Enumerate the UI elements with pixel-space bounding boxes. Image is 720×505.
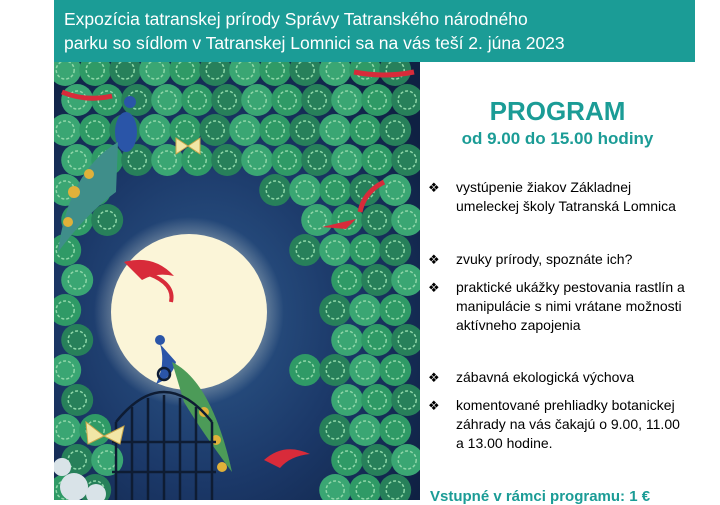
header-line-1: Expozícia tatranskej prírody Správy Tatranského národného xyxy=(64,9,528,29)
program-panel xyxy=(420,62,720,505)
program-item xyxy=(428,368,690,396)
entry-fee: Vstupné v rámci programu: 1 € xyxy=(430,488,651,505)
program-item-text: vystúpenie žiakov Základnej umeleckej školy Tatranská Lomnica xyxy=(456,179,676,214)
diamond-bullet-icon: ❖ xyxy=(428,180,440,195)
program-list xyxy=(428,178,690,453)
program-item-text: zábavná ekologická výchova xyxy=(456,369,635,385)
poster-illustration xyxy=(54,62,420,500)
program-item-text: zvuky prírody, spoznáte ich? xyxy=(456,251,633,267)
program-item-text: praktické ukážky pestovania rastlín a manipulácie s nimi vrátane možnosti aktívneho zapojenia xyxy=(456,279,685,333)
program-item xyxy=(428,250,690,278)
program-item-text: komentované prehliadky botanickej záhrady na vás čakajú o 9.00, 11.00 a 13.00 hodine. xyxy=(456,397,680,451)
diamond-bullet-icon: ❖ xyxy=(428,280,440,295)
header-line-2: parku so sídlom v Tatranskej Lomnici sa na vás teší 2. júna 2023 xyxy=(64,33,565,53)
diamond-bullet-icon: ❖ xyxy=(428,370,440,385)
program-item xyxy=(428,178,690,250)
diamond-bullet-icon: ❖ xyxy=(428,252,440,267)
moon xyxy=(111,234,267,390)
program-title: PROGRAM xyxy=(489,96,626,126)
program-time: od 9.00 do 15.00 hodiny xyxy=(461,129,654,148)
header-banner xyxy=(54,0,695,62)
diamond-bullet-icon: ❖ xyxy=(428,398,440,413)
program-item xyxy=(428,278,690,368)
program-item xyxy=(428,396,690,453)
